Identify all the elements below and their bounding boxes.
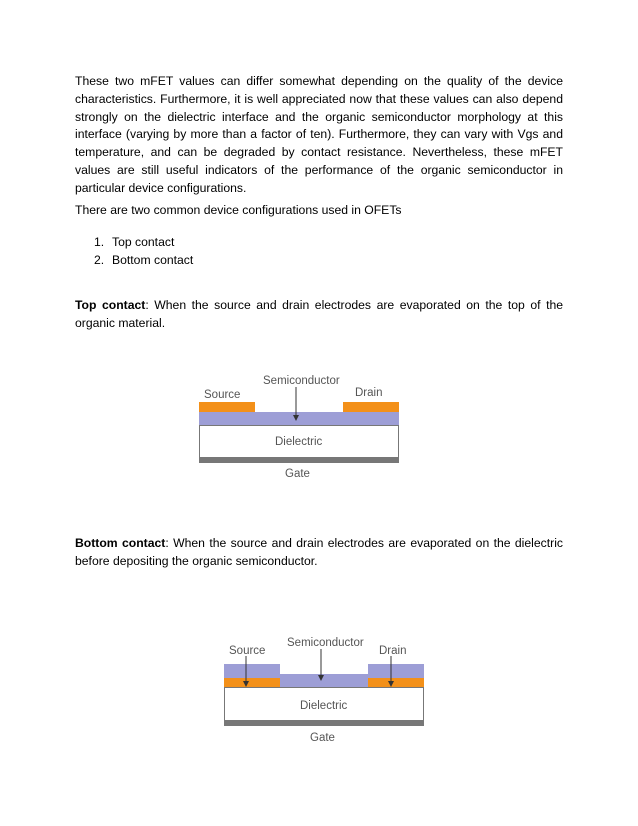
source-label: Source	[229, 645, 266, 657]
top-contact-term: Top contact	[75, 298, 146, 312]
top-contact-diagram	[190, 368, 415, 488]
bottom-contact-term: Bottom contact	[75, 536, 166, 550]
gate-layer	[199, 458, 399, 463]
bottom-contact-diagram	[215, 633, 440, 748]
list-item	[94, 252, 193, 270]
semiconductor-over-source	[224, 664, 280, 678]
dielectric-label: Dielectric	[275, 436, 323, 448]
top-contact-diagram-svg	[190, 368, 415, 488]
semiconductor-layer	[199, 412, 399, 425]
list-item	[94, 234, 193, 252]
paragraph-configurations: There are two common device configurations used in OFETs	[75, 203, 402, 217]
paragraph-bottom-contact	[75, 535, 563, 571]
list-text: Top contact	[112, 235, 175, 249]
semiconductor-channel	[280, 674, 368, 687]
semiconductor-label: Semiconductor	[287, 637, 364, 649]
drain-label: Drain	[355, 387, 383, 399]
bottom-contact-description: : When the source and drain electrodes are evaporated on the dielectric before depositing the organic semiconductor.	[75, 536, 563, 568]
paragraph-mfet-values: These two mFET values can differ somewhat depending on the quality of the device characteristics. Furthermore, it is well appreciated now that these values can also depend strongly on the dielectric interface and the organic semiconductor morphology at this interface (varying by more than a factor of ten). Furthermore, they can vary with Vgs and temperature, and can be degraded by contact resistance. Nevertheless, these mFET values are still useful indicators of the performance of the organic semiconductor in particular device configurations.	[75, 74, 563, 195]
list-number: 1.	[94, 235, 105, 249]
source-label: Source	[204, 389, 241, 401]
configuration-list	[94, 234, 193, 270]
source-electrode	[199, 402, 255, 412]
source-electrode	[224, 678, 280, 687]
semiconductor-label: Semiconductor	[263, 375, 340, 387]
list-text: Bottom contact	[112, 252, 194, 267]
gate-label: Gate	[285, 468, 310, 480]
semiconductor-over-drain	[368, 664, 424, 678]
dielectric-label: Dielectric	[300, 700, 348, 712]
drain-label: Drain	[379, 645, 407, 657]
top-contact-description: : When the source and drain electrodes are evaporated on the top of the organic material.	[75, 298, 564, 330]
gate-layer	[224, 721, 424, 726]
drain-electrode	[368, 678, 424, 687]
gate-label: Gate	[310, 732, 335, 744]
paragraph-top-contact	[75, 297, 563, 333]
drain-electrode	[343, 402, 399, 412]
bottom-contact-diagram-svg	[215, 633, 440, 748]
list-number: 2.	[94, 252, 105, 267]
